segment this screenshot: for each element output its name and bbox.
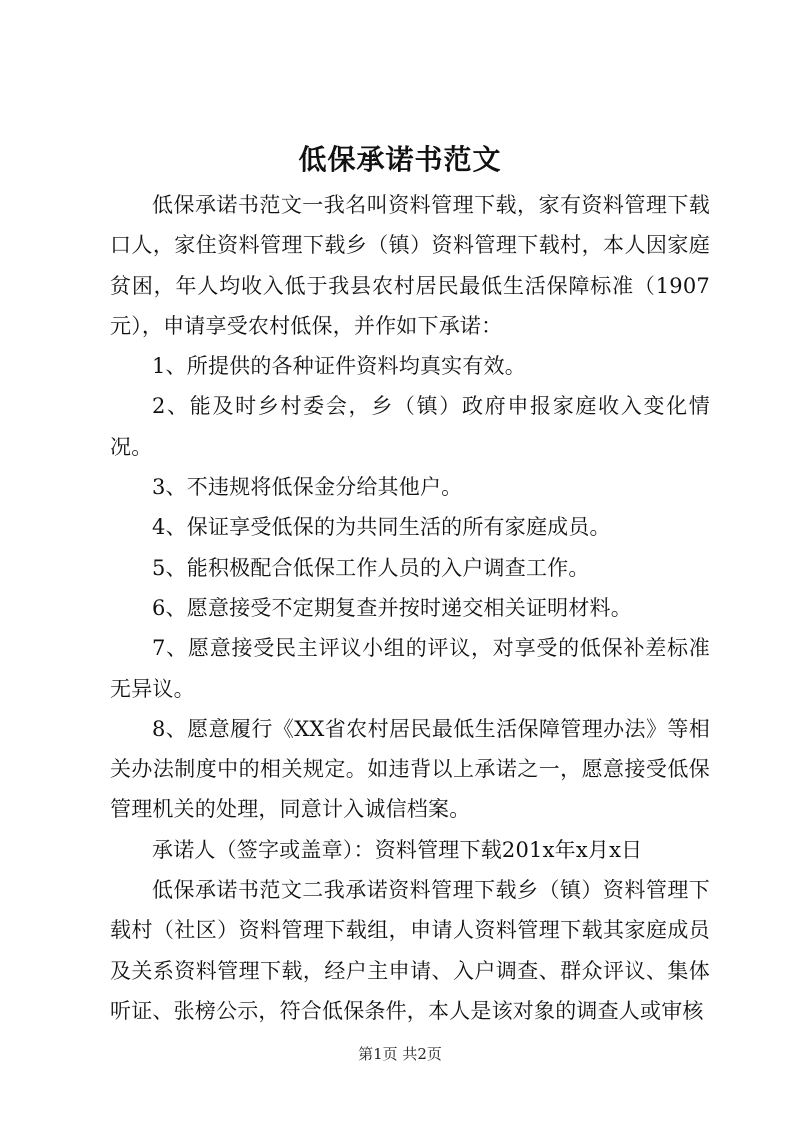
document-title: 低保承诺书范文: [298, 143, 502, 176]
page-number: 第1页 共2页: [358, 1045, 442, 1063]
paragraph-intro: 低保承诺书范文一我名叫资料管理下载，家有资料管理下载口人，家住资料管理下载乡（镇）资料管理下载村，本人因家庭贫困，年人均收入低于我县农村居民最低生活保障标准（1907元），申请享受农村低保，并作如下承诺：: [110, 193, 710, 338]
paragraph-item-2: 2、能及时乡村委会，乡（镇）政府申报家庭收入变化情况。: [110, 394, 710, 459]
paragraph-signature: 承诺人（签字或盖章）：资料管理下载201x年x月x日: [152, 837, 643, 862]
paragraph-item-4: 4、保证享受低保的为共同生活的所有家庭成员。: [152, 515, 611, 540]
paragraph-item-1: 1、所提供的各种证件资料均真实有效。: [152, 354, 526, 379]
paragraph-item-7: 7、愿意接受民主评议小组的评议，对享受的低保补差标准无异议。: [110, 636, 710, 701]
paragraph-item-3: 3、不违规将低保金分给其他户。: [152, 475, 463, 500]
document-body: [110, 185, 710, 1031]
paragraph-item-8: 8、愿意履行《XX省农村居民最低生活保障管理办法》等相关办法制度中的相关规定。如违背以上承诺之一，愿意接受低保管理机关的处理，同意计入诚信档案。: [110, 716, 710, 822]
paragraph-sample-two: 低保承诺书范文二我承诺资料管理下载乡（镇）资料管理下载村（社区）资料管理下载组，申请人资料管理下载其家庭成员及关系资料管理下载，经户主申请、入户调查、群众评议、集体听证、张榜公示，符合低保条件，本人是该对象的调查人或审核: [110, 878, 710, 1023]
paragraph-item-5: 5、能积极配合低保工作人员的入户调查工作。: [152, 555, 590, 580]
paragraph-item-6: 6、愿意接受不定期复查并按时递交相关证明材料。: [152, 595, 632, 620]
